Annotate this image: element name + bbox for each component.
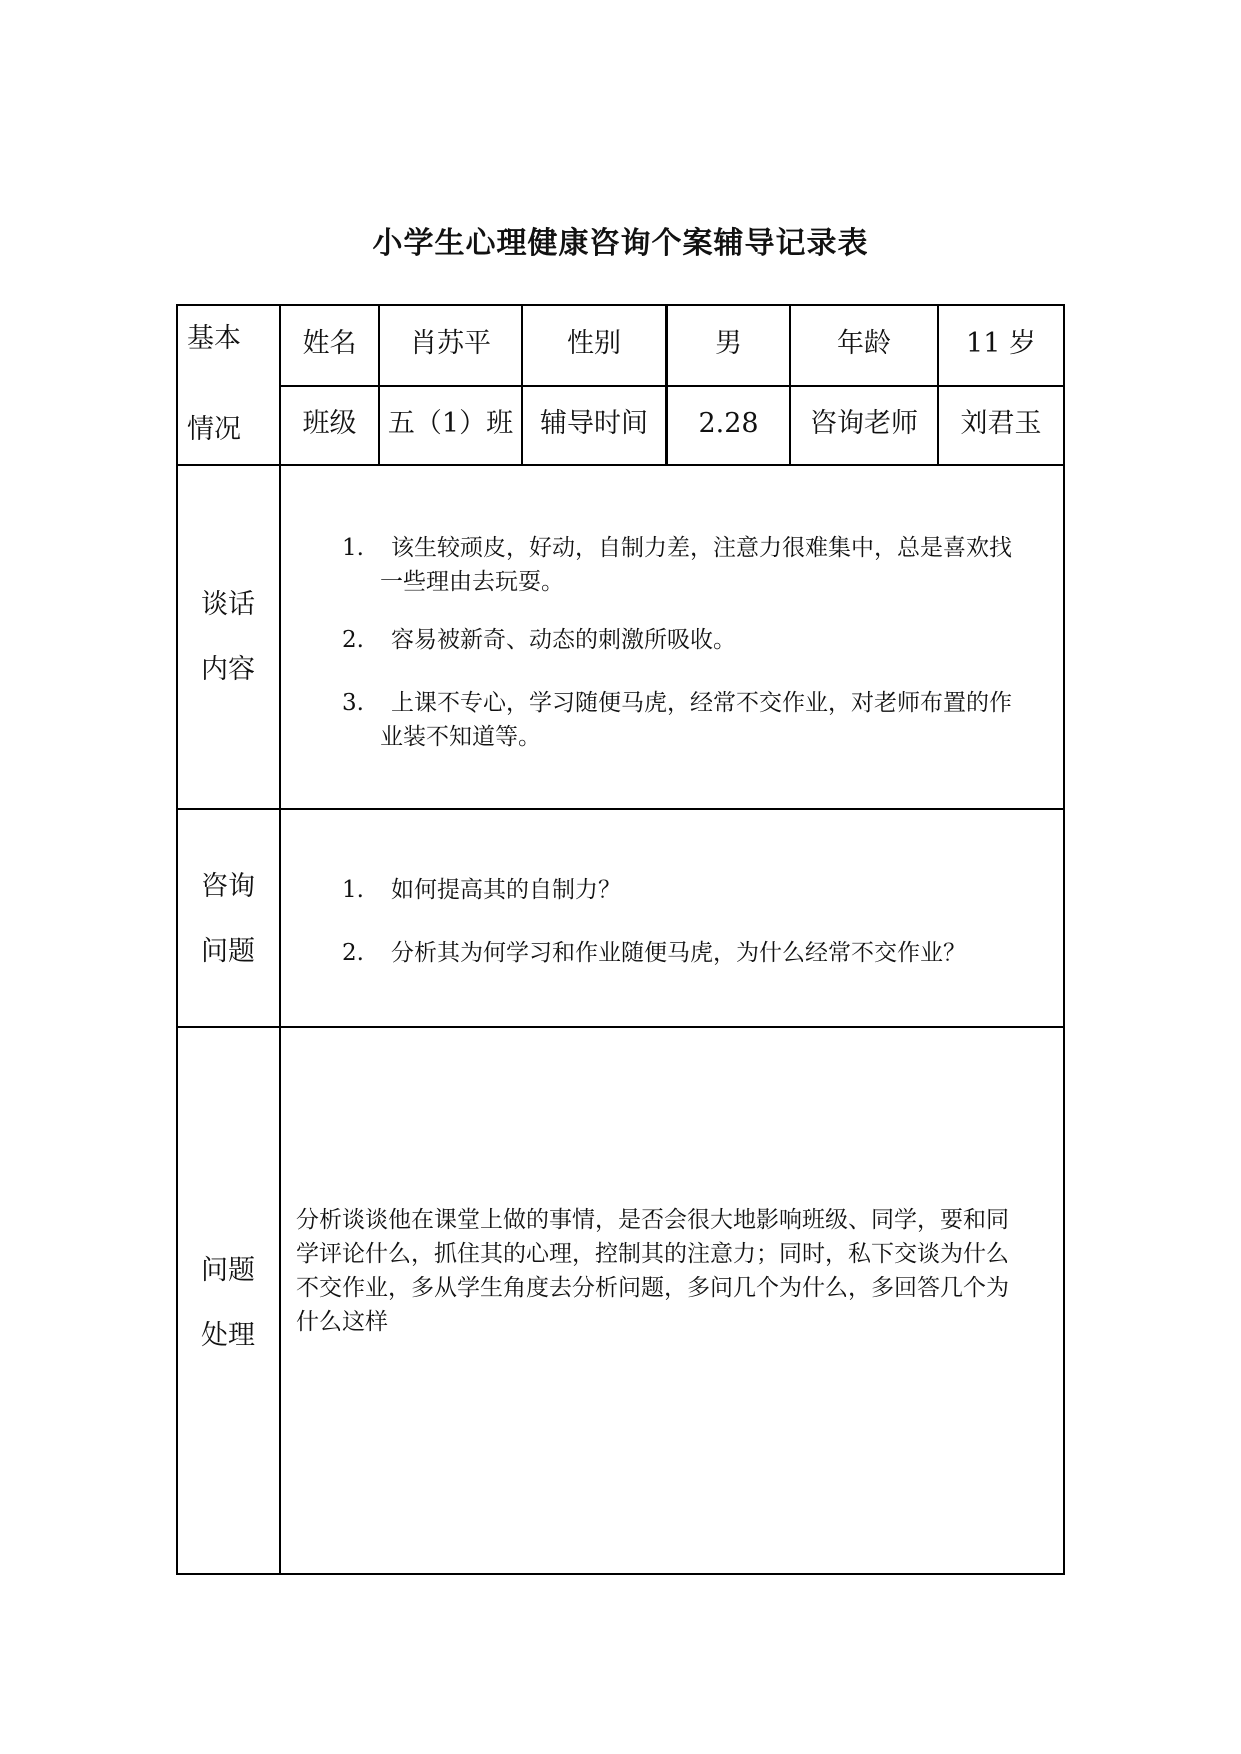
talk-item-2	[342, 623, 1062, 657]
age-value: 11 岁	[966, 328, 1036, 359]
talk-item-2-number: 2.	[342, 627, 364, 653]
talk-item-1-number: 1.	[342, 535, 364, 561]
teacher-value: 刘君玉	[960, 408, 1042, 439]
class-label: 班级	[302, 408, 357, 439]
table-divider-basic-end	[176, 464, 1065, 466]
basic-section-label-top: 基本	[187, 323, 241, 354]
handling-line-2: 学评论什么，抓住其的心理，控制其的注意力；同时，私下交谈为什么	[296, 1241, 1009, 1267]
teacher-label: 咨询老师	[810, 408, 918, 439]
handling-line-3: 不交作业，多从学生角度去分析问题，多问几个为什么，多回答几个为	[296, 1275, 1009, 1301]
handling-line-1: 分析谈谈他在课堂上做的事情，是否会很大地影响班级、同学，要和同	[296, 1207, 1009, 1233]
name-value: 肖苏平	[410, 328, 491, 359]
question-item-1-number: 1.	[342, 877, 364, 903]
handling-line-4: 什么这样	[296, 1309, 388, 1335]
table-divider-talk-end	[176, 808, 1065, 810]
counsel-time-value: 2.28	[698, 408, 759, 439]
table-divider-question-end	[176, 1026, 1065, 1028]
talk-item-3-number: 3.	[342, 690, 364, 716]
table-divider-basic-row	[280, 385, 1065, 387]
question-item-2-number: 2.	[342, 940, 364, 966]
talk-item-1-line-1: 该生较顽皮，好动，自制力差，注意力很难集中，总是喜欢找	[391, 535, 1012, 561]
talk-label-bottom: 内容	[201, 654, 255, 685]
talk-item-1-line-2: 一些理由去玩耍。	[380, 569, 564, 595]
gender-value: 男	[715, 328, 742, 359]
question-item-2	[342, 936, 1062, 970]
handling-label-bottom: 处理	[201, 1320, 255, 1351]
question-item-1	[342, 873, 1062, 907]
handling-label-top: 问题	[201, 1255, 255, 1286]
age-label: 年龄	[837, 328, 891, 359]
question-item-2-text: 分析其为何学习和作业随便马虎，为什么经常不交作业？	[391, 940, 966, 966]
talk-item-3-line-1: 上课不专心，学习随便马虎，经常不交作业，对老师布置的作	[391, 690, 1012, 716]
talk-label-top: 谈话	[201, 589, 255, 620]
talk-item-1	[342, 531, 1062, 599]
table-border-top	[176, 304, 1065, 306]
counsel-time-label: 辅导时间	[540, 408, 648, 439]
talk-item-2-line-1: 容易被新奇、动态的刺激所吸收。	[391, 627, 736, 653]
table-border-right	[1063, 304, 1065, 1575]
handling-paragraph	[296, 1203, 1070, 1339]
talk-item-3-line-2: 业装不知道等。	[380, 724, 541, 750]
basic-section-label-bottom: 情况	[187, 414, 241, 445]
question-label-top: 咨询	[201, 871, 255, 902]
page-title: 小学生心理健康咨询个案辅导记录表	[372, 226, 869, 261]
class-value: 五（1）班	[387, 408, 514, 439]
table-border-bottom	[176, 1573, 1065, 1575]
talk-item-3	[342, 686, 1062, 754]
question-item-1-text: 如何提高其的自制力？	[391, 877, 621, 903]
name-label: 姓名	[302, 328, 357, 359]
question-label-bottom: 问题	[201, 936, 255, 967]
gender-label: 性别	[567, 328, 621, 359]
